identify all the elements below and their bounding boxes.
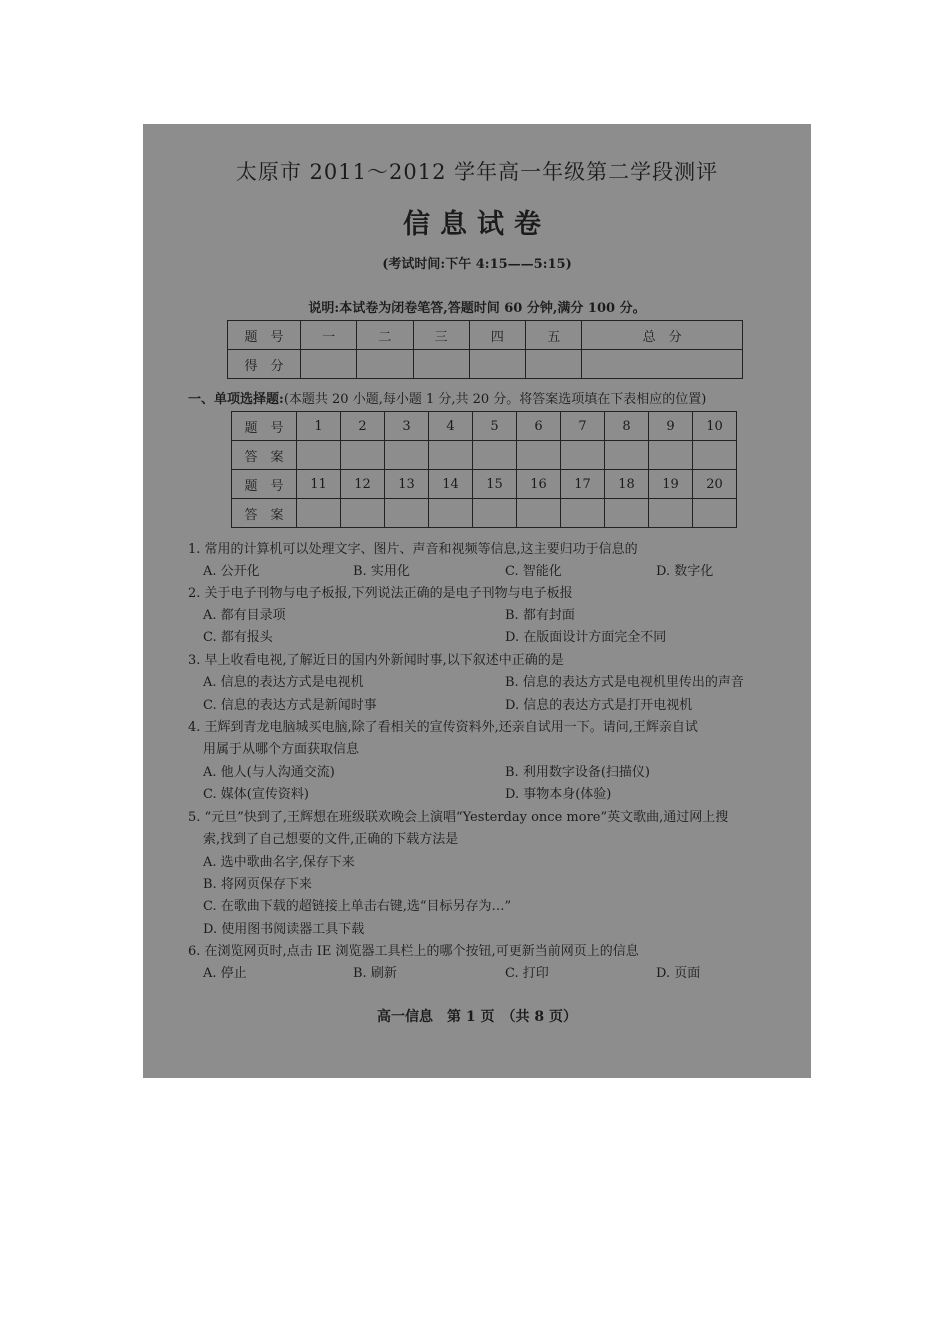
- option-c: C. 智能化: [505, 564, 562, 579]
- question-stem: 5. “元旦”快到了,王辉想在班级联欢晚会上演唱“Yesterday once more”英文歌曲,通过网上搜: [188, 810, 729, 825]
- option-c: C. 都有报头: [203, 630, 273, 645]
- option-c: C. 在歌曲下载的超链接上单击右键,选“目标另存为…”: [203, 899, 512, 914]
- answer-cell: [517, 499, 561, 528]
- option-c: C. 信息的表达方式是新闻时事: [203, 698, 377, 713]
- answer-num-cell: 11: [297, 470, 341, 499]
- answer-num-cell: 10: [693, 412, 737, 441]
- answer-num-label: 题 号: [232, 470, 297, 499]
- option-a: A. 选中歌曲名字,保存下来: [203, 855, 355, 870]
- option-b: B. 信息的表达方式是电视机里传出的声音: [505, 675, 744, 690]
- score-cell: [357, 350, 413, 379]
- option-d: D. 事物本身(体验): [505, 787, 612, 802]
- option-a: A. 他人(与人沟通交流): [203, 765, 335, 780]
- exam-title: 太原市 2011～2012 学年高一年级第二学段测评: [235, 160, 719, 184]
- answer-num-cell: 5: [473, 412, 517, 441]
- answer-cell: [649, 441, 693, 470]
- answer-num-cell: 14: [429, 470, 473, 499]
- score-cell: [526, 350, 582, 379]
- option-c: C. 打印: [505, 966, 549, 981]
- answer-cell: [561, 441, 605, 470]
- option-b: B. 都有封面: [505, 608, 575, 623]
- score-cell: [469, 350, 525, 379]
- section-title: 一、单项选择题:: [188, 392, 284, 407]
- answer-cell: [297, 441, 341, 470]
- score-header-cell: 四: [469, 321, 525, 350]
- answer-cell: [297, 499, 341, 528]
- answer-cell: [693, 499, 737, 528]
- answer-cell: [429, 441, 473, 470]
- answer-cell: [605, 499, 649, 528]
- option-a: A. 停止: [203, 966, 247, 981]
- scanned-exam-page: [143, 124, 811, 1078]
- answer-cell: [517, 441, 561, 470]
- option-a: A. 都有目录项: [203, 608, 286, 623]
- answer-num-cell: 2: [341, 412, 385, 441]
- section-heading: [188, 388, 706, 407]
- answer-num-cell: 4: [429, 412, 473, 441]
- answer-cell: [341, 441, 385, 470]
- answer-num-cell: 8: [605, 412, 649, 441]
- answer-num-cell: 16: [517, 470, 561, 499]
- score-table: [227, 320, 743, 379]
- option-d: D. 页面: [656, 966, 701, 981]
- answer-num-cell: 18: [605, 470, 649, 499]
- score-cell: [582, 350, 743, 379]
- answer-num-label: 题 号: [232, 412, 297, 441]
- score-row-label: 得 分: [228, 350, 301, 379]
- answer-cell: [649, 499, 693, 528]
- answer-cell: [385, 499, 429, 528]
- option-b: B. 实用化: [353, 564, 410, 579]
- question-stem: 2. 关于电子刊物与电子板报,下列说法正确的是电子刊物与电子板报: [188, 586, 573, 601]
- option-d: D. 数字化: [656, 564, 714, 579]
- score-header-cell: 总 分: [582, 321, 743, 350]
- answer-num-cell: 1: [297, 412, 341, 441]
- option-b: B. 刷新: [353, 966, 397, 981]
- score-cell: [413, 350, 469, 379]
- answer-label: 答 案: [232, 441, 297, 470]
- answer-cell: [605, 441, 649, 470]
- answer-cell: [385, 441, 429, 470]
- exam-time: (考试时间:下午 4:15——5:15): [382, 257, 572, 272]
- answer-cell: [473, 499, 517, 528]
- answer-table: [231, 411, 737, 528]
- score-header-cell: 一: [301, 321, 357, 350]
- score-header-cell: 三: [413, 321, 469, 350]
- score-header-cell: 二: [357, 321, 413, 350]
- answer-num-cell: 12: [341, 470, 385, 499]
- exam-instructions: 说明:本试卷为闭卷笔答,答题时间 60 分钟,满分 100 分。: [308, 301, 646, 316]
- answer-num-cell: 15: [473, 470, 517, 499]
- answer-num-cell: 17: [561, 470, 605, 499]
- exam-subject: 信息试卷: [403, 209, 551, 240]
- option-b: B. 将网页保存下来: [203, 877, 312, 892]
- score-header-cell: 题 号: [228, 321, 301, 350]
- score-header-cell: 五: [526, 321, 582, 350]
- answer-num-cell: 13: [385, 470, 429, 499]
- question-stem-continued: 用属于从哪个方面获取信息: [203, 742, 360, 757]
- section-instruction: (本题共 20 小题,每小题 1 分,共 20 分。将答案选项填在下表相应的位置): [283, 392, 707, 407]
- answer-cell: [473, 441, 517, 470]
- option-c: C. 媒体(宣传资料): [203, 787, 309, 802]
- answer-num-cell: 19: [649, 470, 693, 499]
- question-stem: 3. 早上收看电视,了解近日的国内外新闻时事,以下叙述中正确的是: [188, 653, 564, 668]
- answer-cell: [429, 499, 473, 528]
- option-d: D. 信息的表达方式是打开电视机: [505, 698, 693, 713]
- answer-num-cell: 6: [517, 412, 561, 441]
- score-cell: [301, 350, 357, 379]
- question-stem: 6. 在浏览网页时,点击 IE 浏览器工具栏上的哪个按钮,可更新当前网页上的信息: [188, 944, 639, 959]
- option-a: A. 公开化: [203, 564, 260, 579]
- answer-cell: [341, 499, 385, 528]
- option-b: B. 利用数字设备(扫描仪): [505, 765, 650, 780]
- answer-num-cell: 20: [693, 470, 737, 499]
- answer-num-cell: 9: [649, 412, 693, 441]
- question-stem: 4. 王辉到青龙电脑城买电脑,除了看相关的宣传资料外,还亲自试用一下。请问,王辉亲自试: [188, 720, 698, 735]
- answer-num-cell: 3: [385, 412, 429, 441]
- option-d: D. 在版面设计方面完全不同: [505, 630, 667, 645]
- answer-label: 答 案: [232, 499, 297, 528]
- page-footer: 高一信息 第 1 页 （共 8 页）: [377, 1009, 577, 1025]
- question-stem-continued: 索,找到了自己想要的文件,正确的下载方法是: [203, 832, 459, 847]
- option-d: D. 使用图书阅读器工具下载: [203, 922, 365, 937]
- option-a: A. 信息的表达方式是电视机: [203, 675, 364, 690]
- question-stem: 1. 常用的计算机可以处理文字、图片、声音和视频等信息,这主要归功于信息的: [188, 542, 638, 557]
- answer-num-cell: 7: [561, 412, 605, 441]
- answer-cell: [693, 441, 737, 470]
- answer-cell: [561, 499, 605, 528]
